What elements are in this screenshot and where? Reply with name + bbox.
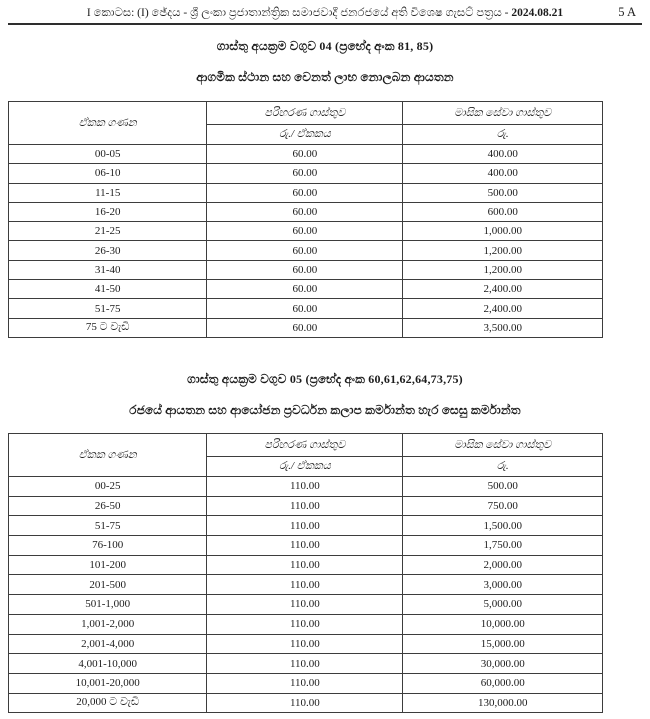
table-header-row (9, 434, 603, 457)
monthly-service-charge-cell: 3,500.00 (403, 318, 603, 337)
unit-range-cell: 501-1,000 (9, 595, 207, 615)
table-row (9, 241, 603, 260)
masthead (8, 5, 642, 22)
unit-range-cell: 51-75 (9, 299, 207, 318)
usage-charge-cell: 60.00 (207, 260, 403, 279)
page-number: 5 A (618, 5, 636, 19)
usage-charge-cell: 60.00 (207, 280, 403, 299)
table-row (9, 555, 603, 575)
table-row (9, 496, 603, 516)
table-row (9, 595, 603, 615)
monthly-service-charge-cell: 10,000.00 (403, 614, 603, 634)
usage-charge-cell: 110.00 (207, 496, 403, 516)
rupees-subheader: රු. (403, 125, 603, 145)
monthly-service-charge-cell: 2,000.00 (403, 555, 603, 575)
unit-range-cell: 51-75 (9, 516, 207, 536)
unit-range-cell: 00-25 (9, 477, 207, 497)
section-1-subtitle: ආගමික ස්ථාන සහ වෙනත් ලාභ නොලබන ආයතන (196, 70, 454, 84)
monthly-service-charge-cell: 750.00 (403, 496, 603, 516)
usage-charge-cell: 110.00 (207, 634, 403, 654)
table-row (9, 280, 603, 299)
table-row (9, 222, 603, 241)
table-row (9, 202, 603, 221)
unit-range-cell: 31-40 (9, 260, 207, 279)
usage-charge-cell: 110.00 (207, 654, 403, 674)
header-divider (8, 23, 642, 25)
usage-charge-cell: 110.00 (207, 477, 403, 497)
unit-range-cell: 26-30 (9, 241, 207, 260)
monthly-service-charge-cell: 2,400.00 (403, 280, 603, 299)
monthly-service-charge-cell: 500.00 (403, 477, 603, 497)
monthly-service-charge-cell: 1,200.00 (403, 260, 603, 279)
usage-charge-cell: 60.00 (207, 241, 403, 260)
unit-range-cell: 2,001-4,000 (9, 634, 207, 654)
monthly-service-charge-cell: 130,000.00 (403, 693, 603, 713)
table-row (9, 260, 603, 279)
monthly-service-charge-cell: 500.00 (403, 183, 603, 202)
table-row (9, 164, 603, 183)
unit-range-cell: 06-10 (9, 164, 207, 183)
monthly-service-charge-cell: 600.00 (403, 202, 603, 221)
monthly-service-charge-cell: 1,750.00 (403, 536, 603, 556)
gazette-date: 2024.08.21 (511, 7, 564, 19)
unit-range-cell: 75 ට වැඩි (9, 318, 207, 337)
unit-range-header: ඒකක ගණන (9, 102, 207, 145)
monthly-service-charge-cell: 5,000.00 (403, 595, 603, 615)
monthly-service-charge-header: මාසික සේවා ගාස්තුව (403, 434, 603, 457)
monthly-service-charge-cell: 60,000.00 (403, 673, 603, 693)
unit-range-cell: 4,001-10,000 (9, 654, 207, 674)
table-header-row (9, 102, 603, 125)
usage-charge-cell: 110.00 (207, 693, 403, 713)
usage-charge-cell: 60.00 (207, 145, 403, 164)
unit-range-cell: 00-05 (9, 145, 207, 164)
unit-range-cell: 11-15 (9, 183, 207, 202)
usage-charge-cell: 60.00 (207, 222, 403, 241)
table-row (9, 145, 603, 164)
usage-charge-header: පරිහරණ ගාස්තුව (207, 102, 403, 125)
section-2-subtitle: රජයේ ආයතන සහ ආයෝජන ප්‍රවර්ධන කලාප කර්මාන්ත හැර සෙසු කර්මාන්ත (129, 403, 521, 417)
section-2-title: ගාස්තු අයක්‍රම වගුව 05 (ප්‍රභේද අංක 60,61,62,64,73,75) (187, 372, 463, 386)
table-row (9, 536, 603, 556)
table-row (9, 673, 603, 693)
monthly-service-charge-cell: 3,000.00 (403, 575, 603, 595)
unit-range-cell: 21-25 (9, 222, 207, 241)
usage-charge-cell: 110.00 (207, 673, 403, 693)
monthly-service-charge-header: මාසික සේවා ගාස්තුව (403, 102, 603, 125)
usage-charge-cell: 110.00 (207, 595, 403, 615)
section-1-title: ගාස්තු අයක්‍රම වගුව 04 (ප්‍රභේද අංක 81, 85) (216, 39, 434, 53)
usage-charge-cell: 110.00 (207, 575, 403, 595)
usage-unit-subheader: රු./ ඒකකය (207, 125, 403, 145)
tariff-table-05 (8, 433, 603, 713)
tariff-table-04 (8, 101, 603, 338)
unit-range-cell: 26-50 (9, 496, 207, 516)
unit-range-cell: 101-200 (9, 555, 207, 575)
usage-charge-cell: 110.00 (207, 614, 403, 634)
unit-range-cell: 1,001-2,000 (9, 614, 207, 634)
usage-charge-header: පරිහරණ ගාස්තුව (207, 434, 403, 457)
table-row (9, 654, 603, 674)
table-row (9, 299, 603, 318)
table-row (9, 575, 603, 595)
table-row (9, 693, 603, 713)
usage-charge-cell: 60.00 (207, 202, 403, 221)
usage-charge-cell: 110.00 (207, 555, 403, 575)
table-row (9, 614, 603, 634)
monthly-service-charge-cell: 15,000.00 (403, 634, 603, 654)
unit-range-header: ඒකක ගණන (9, 434, 207, 477)
usage-charge-cell: 60.00 (207, 318, 403, 337)
monthly-service-charge-cell: 400.00 (403, 145, 603, 164)
usage-charge-cell: 110.00 (207, 516, 403, 536)
rupees-subheader: රු. (403, 457, 603, 477)
monthly-service-charge-cell: 1,500.00 (403, 516, 603, 536)
usage-charge-cell: 60.00 (207, 183, 403, 202)
monthly-service-charge-cell: 2,400.00 (403, 299, 603, 318)
unit-range-cell: 16-20 (9, 202, 207, 221)
usage-charge-cell: 60.00 (207, 299, 403, 318)
monthly-service-charge-cell: 30,000.00 (403, 654, 603, 674)
table-row (9, 634, 603, 654)
table-row (9, 318, 603, 337)
monthly-service-charge-cell: 400.00 (403, 164, 603, 183)
monthly-service-charge-cell: 1,000.00 (403, 222, 603, 241)
usage-charge-cell: 60.00 (207, 164, 403, 183)
unit-range-cell: 10,001-20,000 (9, 673, 207, 693)
monthly-service-charge-cell: 1,200.00 (403, 241, 603, 260)
table-row (9, 183, 603, 202)
table-row (9, 477, 603, 497)
unit-range-cell: 201-500 (9, 575, 207, 595)
unit-range-cell: 76-100 (9, 536, 207, 556)
usage-unit-subheader: රු./ ඒකකය (207, 457, 403, 477)
masthead-text: I කොටස: (I) ඡේදය - ශ්‍රී ලංකා ප්‍රජාතාන්ත්‍රික සමාජවාදී ජනරජයේ අති විශෙෂ ගැසට් පත්‍රය - (86, 7, 512, 19)
unit-range-cell: 20,000 ට වැඩි (9, 693, 207, 713)
usage-charge-cell: 110.00 (207, 536, 403, 556)
unit-range-cell: 41-50 (9, 280, 207, 299)
table-row (9, 516, 603, 536)
